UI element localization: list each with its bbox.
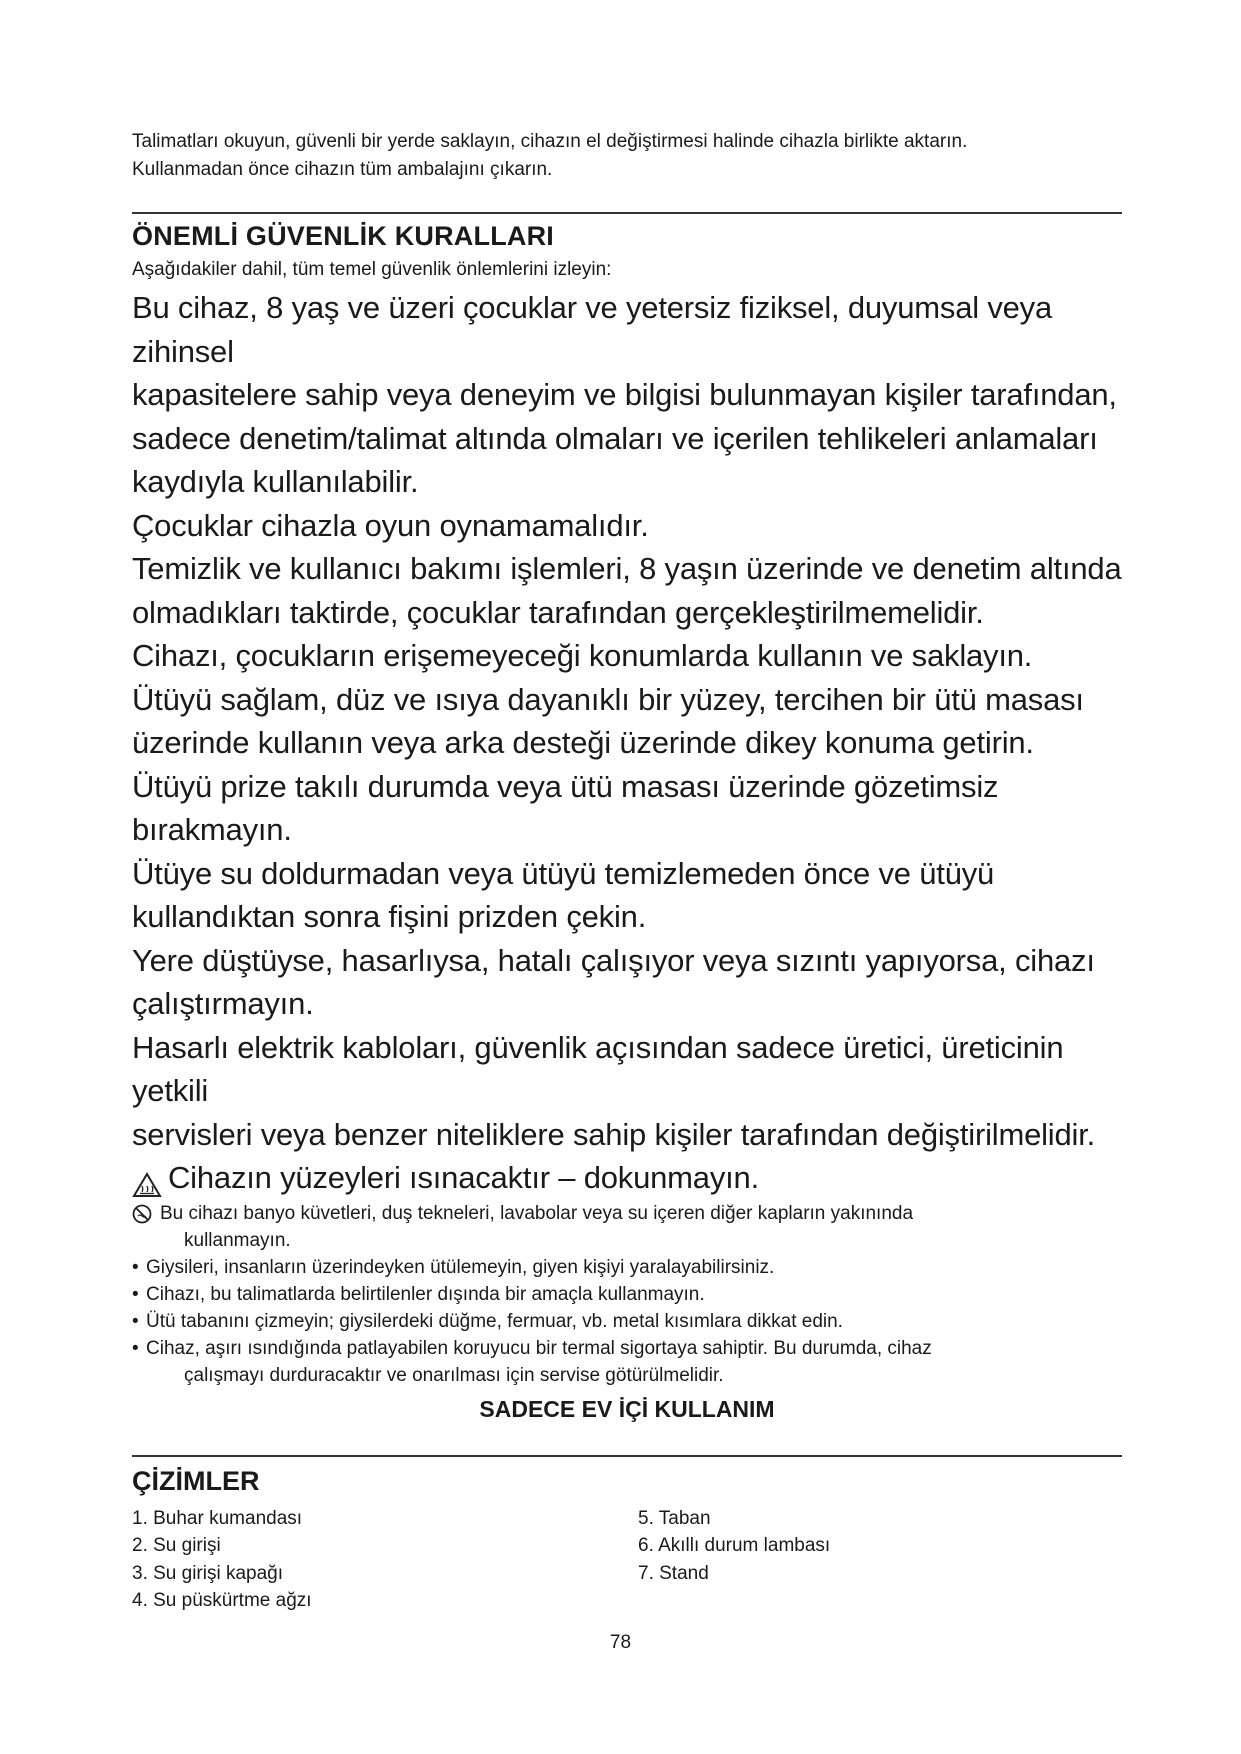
safety-line: Ütüye su doldurmadan veya ütüyü temizlemeden önce ve ütüyü xyxy=(132,855,995,891)
safety-line: Çocuklar cihazla oyun oynamamalıdır. xyxy=(132,507,649,543)
drawing-item: 2. Su girişi xyxy=(132,1535,221,1556)
bullet-text: Cihazı, bu talimatlarda belirtilenler dışında bir amaçla kullanmayın. xyxy=(146,1283,705,1305)
water-prohibition-text: Bu cihazı banyo küvetleri, duş tekneleri, lavabolar veya su içeren diğer kapların yakınında xyxy=(160,1202,914,1224)
safety-line: sadece denetim/talimat altında olmaları ve içerilen tehlikeleri anlamaları xyxy=(132,420,1098,456)
bullet-marker: • xyxy=(132,1310,139,1332)
safety-line: Bu cihaz, 8 yaş ve üzeri çocuklar ve yetersiz fiziksel, duyumsal veya zihinsel xyxy=(132,290,1053,369)
safety-line: Ütüyü prize takılı durumda veya ütü masası üzerinde gözetimsiz xyxy=(132,768,999,804)
bullet-marker: • xyxy=(132,1256,139,1278)
bullet-text: Ütü tabanını çizmeyin; giysilerdeki düğme, fermuar, vb. metal kısımlara dikkat edin. xyxy=(146,1310,843,1332)
bullet-item xyxy=(132,1254,1122,1281)
drawings-title: ÇİZİMLER xyxy=(132,1465,260,1496)
drawings-list xyxy=(132,1505,1122,1615)
section-divider xyxy=(132,1455,1122,1457)
drawing-item: 7. Stand xyxy=(638,1562,709,1584)
manual-page xyxy=(132,128,1122,1615)
safety-line: kullandıktan sonra fişini prizden çekin. xyxy=(132,899,647,934)
section-divider xyxy=(132,212,1122,214)
safety-line: Hasarlı elektrik kabloları, güvenlik açısından sadece üretici, üreticinin yetkili xyxy=(132,1029,1064,1108)
no-water-icon xyxy=(132,1204,152,1224)
hot-surface-warning-text: Cihazın yüzeyleri ısınacaktır – dokunmayın. xyxy=(168,1160,760,1195)
bullet-item xyxy=(132,1335,1122,1362)
water-prohibition xyxy=(132,1200,1122,1227)
safety-line: çalıştırmayın. xyxy=(132,986,314,1021)
intro-line: Kullanmadan önce cihazın tüm ambalajını çıkarın. xyxy=(132,159,553,180)
bullet-marker: • xyxy=(132,1337,139,1359)
drawings-column-right xyxy=(638,1505,830,1615)
safety-line: bırakmayın. xyxy=(132,812,292,847)
safety-line: olmadıkları taktirde, çocuklar tarafından gerçekleştirilmemelidir. xyxy=(132,594,984,630)
drawing-item: 6. Akıllı durum lambası xyxy=(638,1535,831,1556)
bullet-text: Cihaz, aşırı ısındığında patlayabilen koruyucu bir termal sigortaya sahiptir. Bu durumda, cihaz xyxy=(146,1337,932,1359)
safety-line: servisleri veya benzer niteliklere sahip kişiler tarafından değiştirilmelidir. xyxy=(132,1116,1096,1152)
intro-line: Talimatları okuyun, güvenli bir yerde saklayın, cihazın el değiştirmesi halinde cihazla birlikte aktarın. xyxy=(132,131,968,152)
safety-line: Cihazı, çocukların erişemeyeceği konumlarda kullanın ve saklayın. xyxy=(132,638,1033,673)
bullet-item xyxy=(132,1308,1122,1335)
safety-line: üzerinde kullanın veya arka desteği üzerinde dikey konuma getirin. xyxy=(132,725,1034,760)
safety-line: Temizlik ve kullanıcı bakımı işlemleri, 8 yaşın üzerinde ve denetim altında xyxy=(132,551,1122,586)
drawing-item: 3. Su girişi kapağı xyxy=(132,1562,284,1584)
hot-surface-warning xyxy=(132,1156,1122,1200)
safety-subtitle: Aşağıdakiler dahil, tüm temel güvenlik önlemlerini izleyin: xyxy=(132,259,612,280)
safety-line: Yere düştüyse, hasarlıysa, hatalı çalışıyor veya sızıntı yapıyorsa, cihazı xyxy=(132,942,1095,978)
water-prohibition-cont: kullanmayın. xyxy=(184,1229,291,1251)
safety-line: kapasitelere sahip veya deneyim ve bilgisi bulunmayan kişiler tarafından, xyxy=(132,377,1117,412)
drawings-column-left xyxy=(132,1505,638,1615)
household-use-notice: SADECE EV İÇİ KULLANIM xyxy=(479,1395,775,1422)
safety-title: ÖNEMLİ GÜVENLİK KURALLARI xyxy=(132,221,554,251)
bullet-text: Giysileri, insanların üzerindeyken ütülemeyin, giyen kişiyi yaralayabilirsiniz. xyxy=(146,1256,775,1278)
drawing-item: 1. Buhar kumandası xyxy=(132,1507,303,1529)
page-number: 78 xyxy=(609,1632,632,1653)
bullet-continuation: çalışmayı durduracaktır ve onarılması için servise götürülmelidir. xyxy=(184,1364,724,1386)
safety-line: kaydıyla kullanılabilir. xyxy=(132,464,419,499)
drawing-item: 4. Su püskürtme ağzı xyxy=(132,1590,312,1611)
bullet-marker: • xyxy=(132,1283,139,1305)
hot-surface-warning-icon xyxy=(132,1166,162,1192)
bullet-item xyxy=(132,1281,1122,1308)
safety-line: Ütüyü sağlam, düz ve ısıya dayanıklı bir yüzey, tercihen bir ütü masası xyxy=(132,681,1084,717)
drawing-item: 5. Taban xyxy=(638,1507,711,1529)
